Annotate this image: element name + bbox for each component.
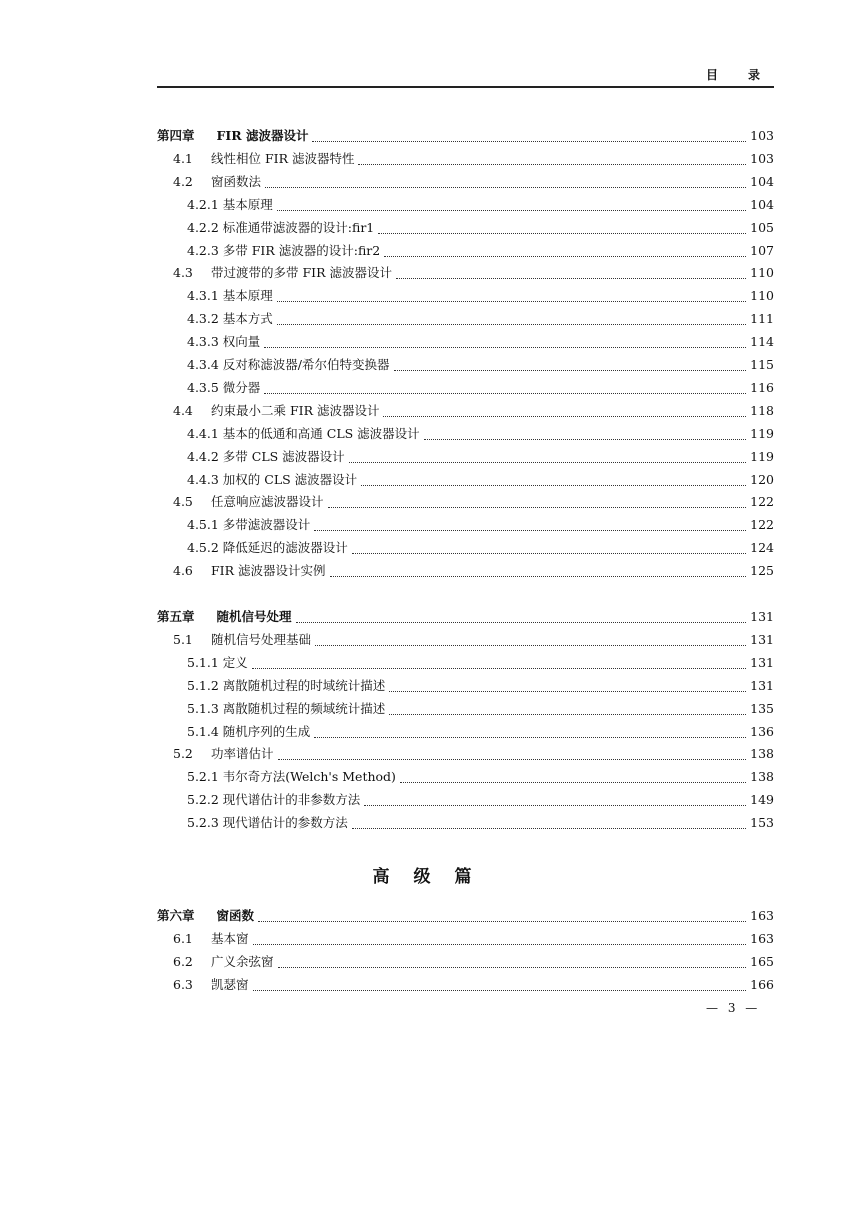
toc-subsection-entry xyxy=(157,241,774,263)
toc-subsection-entry xyxy=(157,309,774,331)
toc-entry-title: 4.2.3 多带 FIR 滤波器的设计:fir2 xyxy=(187,242,381,258)
toc-dot-leader xyxy=(384,243,746,257)
toc-section-entry xyxy=(157,929,774,951)
toc-entry-title: 窗函数法 xyxy=(211,173,262,189)
toc-subsection-entry xyxy=(157,790,774,812)
toc-entry-number: 4.4 xyxy=(173,402,193,418)
toc-section-entry xyxy=(157,172,774,194)
toc-dot-leader xyxy=(296,610,746,624)
toc-dot-leader xyxy=(264,380,746,394)
toc-entry-page: 166 xyxy=(750,976,774,992)
section-heading: 高级篇 xyxy=(372,867,496,887)
toc-dot-leader xyxy=(315,632,746,646)
toc-entry-page: 104 xyxy=(750,173,774,189)
toc-entry-page: 110 xyxy=(750,265,774,281)
toc-entry-title: 4.2.2 标准通带滤波器的设计:fir1 xyxy=(187,219,375,235)
toc-dot-leader xyxy=(312,129,746,143)
toc-entry-page: 120 xyxy=(750,471,774,487)
toc-entry-title: 随机信号处理 xyxy=(216,609,292,624)
toc-section-entry xyxy=(157,975,774,997)
toc-entry-title: 约束最小二乘 FIR 滤波器设计 xyxy=(211,402,380,418)
toc-section-entry xyxy=(157,149,774,171)
toc-entry-title: 4.4.2 多带 CLS 滤波器设计 xyxy=(187,448,345,464)
toc-entry-page: 163 xyxy=(750,908,774,923)
toc-section-entry xyxy=(157,561,774,583)
toc-entry-page: 119 xyxy=(750,448,774,464)
toc-entry-title: 4.3.5 微分器 xyxy=(187,379,261,395)
header-label: 目 xyxy=(706,68,721,82)
toc-subsection-entry xyxy=(157,515,774,537)
toc-entry-number: 4.5 xyxy=(173,494,193,510)
toc-dot-leader xyxy=(352,541,746,555)
toc-entry-page: 103 xyxy=(750,150,774,166)
toc-dot-leader xyxy=(264,335,746,349)
toc-dot-leader xyxy=(364,793,746,807)
toc-entry-title: FIR 滤波器设计 xyxy=(216,128,309,143)
toc-entry-page: 119 xyxy=(750,425,774,441)
page-number: — 3 — xyxy=(706,1001,761,1015)
toc-entry-number: 6.1 xyxy=(173,930,193,946)
toc-dot-leader xyxy=(278,747,746,761)
toc-dot-leader xyxy=(383,403,746,417)
toc-entry-page: 165 xyxy=(750,953,774,969)
toc-section-entry xyxy=(157,952,774,974)
toc-entry-title: 凯瑟窗 xyxy=(211,976,249,992)
toc-dot-leader xyxy=(328,495,746,509)
toc-entry-number: 4.6 xyxy=(173,563,193,579)
toc-entry-page: 149 xyxy=(750,792,774,808)
toc-entry-title: 4.5.2 降低延迟的滤波器设计 xyxy=(187,540,348,556)
toc-entry-page: 136 xyxy=(750,723,774,739)
toc-entry-page: 104 xyxy=(750,196,774,212)
toc-subsection-entry xyxy=(157,722,774,744)
toc-subsection-entry xyxy=(157,378,774,400)
toc-entry-page: 122 xyxy=(750,494,774,510)
toc-dot-leader xyxy=(277,289,746,303)
toc-subsection-entry xyxy=(157,813,774,835)
toc-subsection-entry xyxy=(157,286,774,308)
toc-entry-number: 4.3 xyxy=(173,265,193,281)
toc-dot-leader xyxy=(378,220,746,234)
toc-entry-number: 4.1 xyxy=(173,150,193,166)
toc-entry-number: 4.2 xyxy=(173,173,193,189)
toc-entry-page: 118 xyxy=(750,402,774,418)
header-rule xyxy=(157,86,774,88)
toc-dot-leader xyxy=(314,724,746,738)
toc-section-entry xyxy=(157,744,774,766)
toc-entry-page: 110 xyxy=(750,288,774,304)
toc-entry-page: 107 xyxy=(750,242,774,258)
toc-section-entry xyxy=(157,630,774,652)
toc-dot-leader xyxy=(389,701,746,715)
toc-section-entry xyxy=(157,492,774,514)
toc-subsection-entry xyxy=(157,699,774,721)
toc-dot-leader xyxy=(396,266,746,280)
toc-dot-leader xyxy=(277,197,746,211)
toc-entry-number: 第六章 xyxy=(157,908,195,923)
toc-subsection-entry xyxy=(157,767,774,789)
toc-entry-title: 4.4.1 基本的低通和高通 CLS 滤波器设计 xyxy=(187,425,420,441)
toc-entry-page: 131 xyxy=(750,631,774,647)
toc-dot-leader xyxy=(389,678,746,692)
toc-entry-page: 138 xyxy=(750,746,774,762)
toc-subsection-entry xyxy=(157,424,774,446)
toc-entry-page: 125 xyxy=(750,563,774,579)
toc-entry-page: 163 xyxy=(750,930,774,946)
toc-entry-title: 4.4.3 加权的 CLS 滤波器设计 xyxy=(187,471,358,487)
toc-entry-title: 带过渡带的多带 FIR 滤波器设计 xyxy=(211,265,392,281)
toc-dot-leader xyxy=(252,655,746,669)
toc-dot-leader xyxy=(253,977,746,991)
toc-entry-title: 5.2.3 现代谱估计的参数方法 xyxy=(187,815,348,831)
toc-entry-page: 103 xyxy=(750,128,774,143)
toc-dot-leader xyxy=(400,770,746,784)
toc-entry-page: 111 xyxy=(750,311,774,327)
toc-subsection-entry xyxy=(157,332,774,354)
toc-entry-number: 6.3 xyxy=(173,976,193,992)
toc-entry-page: 131 xyxy=(750,654,774,670)
toc-entry-number: 5.2 xyxy=(173,746,193,762)
toc-entry-title: 5.2.1 韦尔奇方法(Welch's Method) xyxy=(187,769,396,785)
toc-section-entry xyxy=(157,401,774,423)
toc-entry-title: 4.3.4 反对称滤波器/希尔伯特变换器 xyxy=(187,357,390,372)
toc-entry-number: 第四章 xyxy=(157,128,195,143)
toc-entry-title: FIR 滤波器设计实例 xyxy=(211,563,326,579)
toc-entry-title: 广义余弦窗 xyxy=(211,953,274,969)
toc-chapter-entry xyxy=(157,126,774,148)
toc-dot-leader xyxy=(394,358,747,372)
toc-dot-leader xyxy=(258,909,746,923)
toc-entry-title: 5.1.4 随机序列的生成 xyxy=(187,723,311,739)
toc-entry-page: 116 xyxy=(750,379,774,395)
toc-entry-title: 功率谱估计 xyxy=(211,746,274,762)
toc-entry-title: 4.3.3 权向量 xyxy=(187,334,261,350)
toc-dot-leader xyxy=(352,816,746,830)
toc-entry-title: 4.2.1 基本原理 xyxy=(187,196,273,212)
toc-subsection-entry xyxy=(157,653,774,675)
toc-entry-page: 105 xyxy=(750,219,774,235)
toc-subsection-entry xyxy=(157,355,774,377)
toc-entry-page: 124 xyxy=(750,540,774,556)
toc-dot-leader xyxy=(358,151,746,165)
toc-dot-leader xyxy=(277,312,746,326)
toc-section-entry xyxy=(157,263,774,285)
toc-chapter-entry xyxy=(157,906,774,928)
toc-dot-leader xyxy=(361,472,746,486)
toc-subsection-entry xyxy=(157,538,774,560)
toc-entry-number: 5.1 xyxy=(173,631,193,647)
toc-entry-number: 6.2 xyxy=(173,953,193,969)
toc-entry-page: 135 xyxy=(750,700,774,716)
toc-entry-title: 5.1.2 离散随机过程的时域统计描述 xyxy=(187,677,386,693)
toc-entry-title: 5.1.3 离散随机过程的频域统计描述 xyxy=(187,700,386,716)
toc-entry-page: 153 xyxy=(750,815,774,831)
toc-dot-leader xyxy=(278,954,746,968)
toc-entry-title: 4.3.1 基本原理 xyxy=(187,288,273,304)
toc-dot-leader xyxy=(424,426,746,440)
toc-entry-title: 4.5.1 多带滤波器设计 xyxy=(187,517,311,533)
toc-entry-page: 131 xyxy=(750,609,774,624)
toc-entry-page: 115 xyxy=(750,357,774,372)
toc-subsection-entry xyxy=(157,447,774,469)
toc-dot-leader xyxy=(349,449,746,463)
toc-subsection-entry xyxy=(157,195,774,217)
toc-entry-title: 随机信号处理基础 xyxy=(211,631,312,647)
toc-entry-title: 5.1.1 定义 xyxy=(187,654,248,670)
toc-entry-title: 窗函数 xyxy=(216,908,255,923)
toc-subsection-entry xyxy=(157,470,774,492)
toc-entry-page: 122 xyxy=(750,517,774,533)
toc-entry-number: 第五章 xyxy=(157,609,195,624)
toc-entry-page: 131 xyxy=(750,677,774,693)
toc-entry-title: 基本窗 xyxy=(211,930,249,946)
toc-subsection-entry xyxy=(157,218,774,240)
header-label: 录 xyxy=(748,68,763,82)
toc-chapter-entry xyxy=(157,607,774,629)
toc-dot-leader xyxy=(314,518,746,532)
toc-entry-title: 线性相位 FIR 滤波器特性 xyxy=(211,150,355,166)
toc-entry-title: 5.2.2 现代谱估计的非参数方法 xyxy=(187,792,361,808)
toc-dot-leader xyxy=(330,564,747,578)
toc-dot-leader xyxy=(265,174,746,188)
toc-entry-title: 4.3.2 基本方式 xyxy=(187,311,273,327)
toc-subsection-entry xyxy=(157,676,774,698)
toc-entry-page: 114 xyxy=(750,334,774,350)
toc-entry-page: 138 xyxy=(750,769,774,785)
toc-entry-title: 任意响应滤波器设计 xyxy=(211,494,324,510)
toc-dot-leader xyxy=(253,931,746,945)
